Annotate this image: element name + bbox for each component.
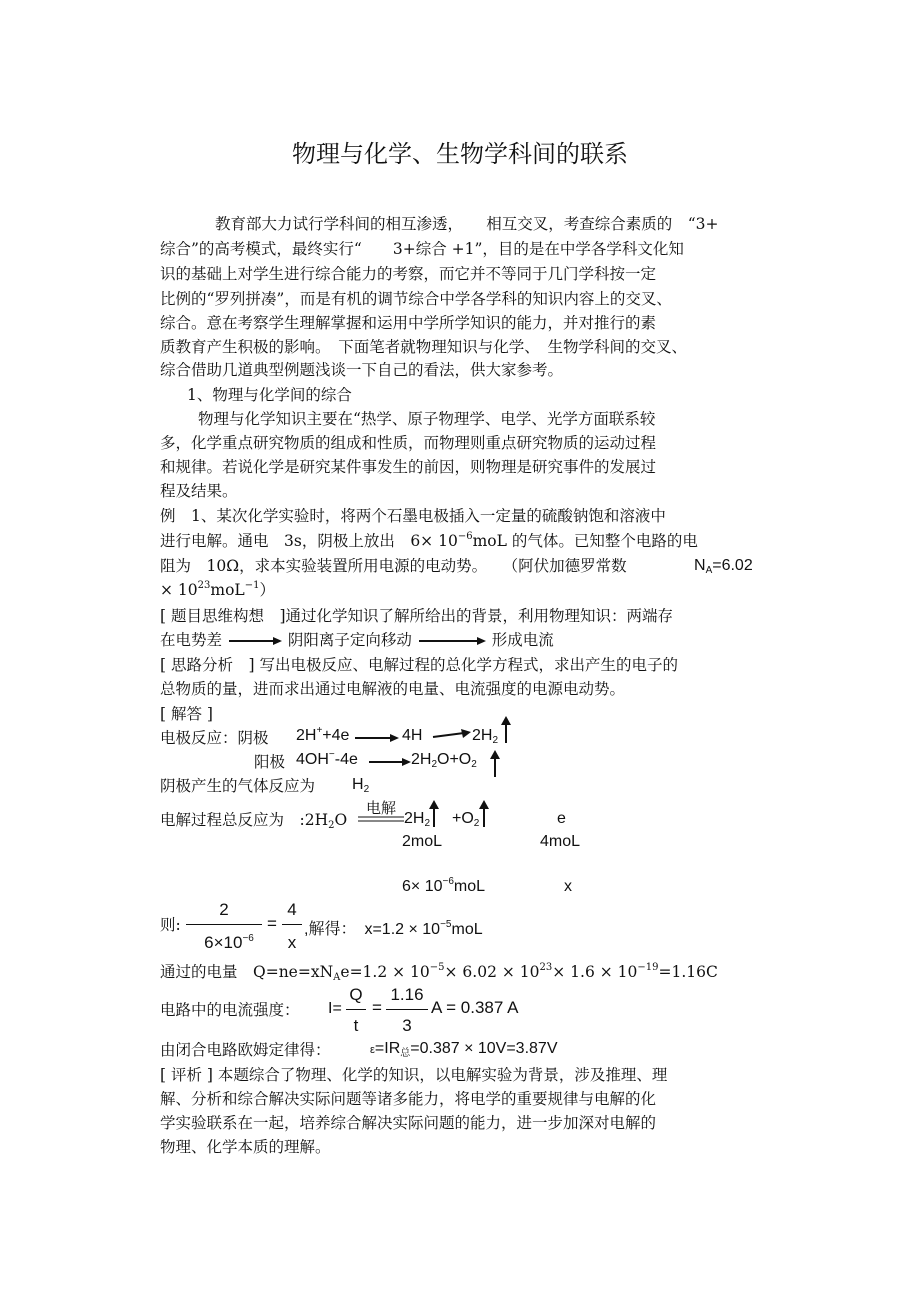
electrolysis-label: 电解 — [366, 799, 397, 817]
gas-value: $H_2$ — [352, 776, 370, 795]
analysis-line: [ 思路分析 ] 写出电极反应、电解过程的总化学方程式，求出产生的电子的 — [160, 656, 678, 674]
right-arrow-icon — [354, 733, 400, 743]
then-label: 则: — [160, 916, 181, 934]
fraction-numerator: 4 — [287, 900, 297, 919]
current-label: 电路中的电流强度： — [160, 1001, 300, 1019]
intro-line: 比例的“罗列拼凑”，而是有机的调节综合中学各学科的知识内容上的交叉、 — [160, 290, 672, 308]
review-line: 物理、化学本质的理解。 — [160, 1138, 331, 1156]
unknown-x: x — [564, 878, 572, 895]
up-arrow-icon — [478, 800, 490, 828]
cathode-product: 4H — [402, 727, 423, 744]
fraction-bar — [346, 1009, 366, 1010]
total-product: $2H_2$ — [404, 810, 431, 829]
fraction-bar — [282, 924, 302, 925]
equals-sign: = — [372, 998, 382, 1017]
section-para: 多，化学重点研究物质的组成和性质，而物理则重点研究物质的运动过程 — [160, 434, 657, 452]
up-arrow-icon — [428, 800, 440, 828]
review-line: [ 评析 ] 本题综合了物理、化学的知识，以电解实验为背景，涉及推理、理 — [160, 1066, 668, 1084]
right-arrow-icon — [368, 757, 412, 767]
section-heading: 1、物理与化学间的综合 — [187, 386, 352, 404]
fraction-numerator: 1.16 — [390, 985, 424, 1004]
intro-line: 识的基础上对学生进行综合能力的考察，而它并不等同于几门学科按一定 — [160, 265, 657, 283]
answer-label: [ 解答 ] — [160, 705, 213, 723]
right-arrow-icon — [417, 636, 487, 646]
fraction-denominator: t — [353, 1016, 359, 1035]
solution: ,解得： $x=1.2 \times 10^{-5}moL$ — [304, 919, 483, 938]
review-line: 解、分析和综合解决实际问题等诸多能力，将电学的重要规律与电解的化 — [160, 1090, 657, 1108]
current-result: A = 0.387 A — [431, 998, 519, 1017]
review-line: 学实验联系在一起，培养综合解决实际问题的能力，进一步加深对电解的 — [160, 1114, 657, 1132]
example-line: 进行电解。通电 3s，阴极上放出 $6\times 10^{-6}moL$ 的气体。已知整个电路的电 — [160, 531, 698, 550]
charge-line: 通过的电量 $Q=ne=xN_Ae=1.2 \times 10^{-5}\times 6.02 \times 10^{23}\times 1.6 \times 10^{-19}=1.16C$ — [160, 962, 718, 983]
intro-line: 综合。意在考察学生理解掌握和运用中学所学知识的能力，并对推行的素 — [160, 314, 657, 332]
electron-symbol: e — [557, 810, 566, 827]
intro-line: 教育部大力试行学科间的相互渗透， 相互交叉，考查综合素质的 “3+ — [215, 215, 719, 233]
right-arrow-icon — [227, 636, 283, 646]
equals-sign — [358, 816, 404, 822]
right-arrow-icon — [432, 728, 472, 742]
ohm-label: 由闭合电路欧姆定律得： — [160, 1041, 331, 1059]
intro-line: 质教育产生积极的影响。 下面笔者就物理知识与化学、 生物学科间的交叉、 — [160, 338, 688, 356]
thought-line: [ 题目思维构想 ]通过化学知识了解所给出的背景，利用物理知识：两端存 — [160, 607, 674, 625]
fraction-denominator: $6\times 10^{-6}$ — [204, 933, 254, 952]
fraction-denominator: 3 — [402, 1016, 412, 1035]
cathode-reaction: 2H++4e — [296, 725, 350, 744]
fraction-denominator: x — [287, 933, 297, 952]
current-symbol: I= — [328, 1000, 342, 1017]
example-line: × $10^{23}moL^{-1}$） — [160, 580, 275, 599]
total-reaction-label: 电解过程总反应为 $:2H_2O$ — [160, 811, 348, 831]
page-title: 物理与化学、生物学科间的联系 — [292, 140, 628, 168]
fraction-bar — [386, 1009, 428, 1010]
up-arrow-icon — [500, 716, 512, 744]
anode-label: 阳极 — [254, 753, 286, 771]
thought-line: 在电势差 阴阳离子定向移动 形成电流 — [160, 631, 554, 649]
cathode-product: $2H_2$ — [472, 727, 499, 746]
section-para: 程及结果。 — [160, 482, 238, 500]
cathode-label: 电极反应：阴极 — [160, 729, 269, 747]
gas-label: 阴极产生的气体反应为 — [160, 777, 316, 795]
fraction-numerator: 2 — [219, 900, 229, 919]
amount-value: $6\times 10^{-6}moL$ — [402, 876, 486, 895]
fraction-numerator: Q — [349, 985, 363, 1004]
up-arrow-icon — [489, 750, 501, 778]
section-para: 物理与化学知识主要在“热学、原子物理学、电学、光学方面联系较 — [198, 410, 656, 428]
mole-value: 4moL — [540, 833, 581, 850]
section-para: 和规律。若说化学是研究某件事发生的前因，则物理是研究事件的发展过 — [160, 458, 657, 476]
intro-line: 综合借助几道典型例题浅谈一下自己的看法，供大家参考。 — [160, 361, 564, 379]
avogadro: $N_A=6.02$ — [694, 557, 753, 576]
total-product: $+O_2$ — [452, 810, 480, 829]
ohm-result: $\varepsilon=IR_总=0.387 \times 10V=3.87V$ — [370, 1040, 558, 1059]
anode-product: $2H_2O+O_2$ — [411, 751, 477, 770]
anode-reaction: 4OH−-4e — [296, 749, 358, 768]
equals-sign: = — [267, 914, 277, 933]
example-line: 例 1、某次化学实验时，将两个石墨电极插入一定量的硫酸钠饱和溶液中 — [160, 507, 666, 525]
example-line: 阻为 10Ω，求本实验装置所用电源的电动势。 （阿伏加德罗常数 — [160, 557, 627, 575]
mole-value: 2moL — [402, 833, 443, 850]
analysis-line: 总物质的量，进而求出通过电解液的电量、电流强度的电源电动势。 — [160, 680, 626, 698]
fraction-bar — [186, 924, 262, 925]
intro-line: 综合”的高考模式，最终实行“ 3+综合 +1”，目的是在中学各学科文化知 — [160, 240, 684, 258]
